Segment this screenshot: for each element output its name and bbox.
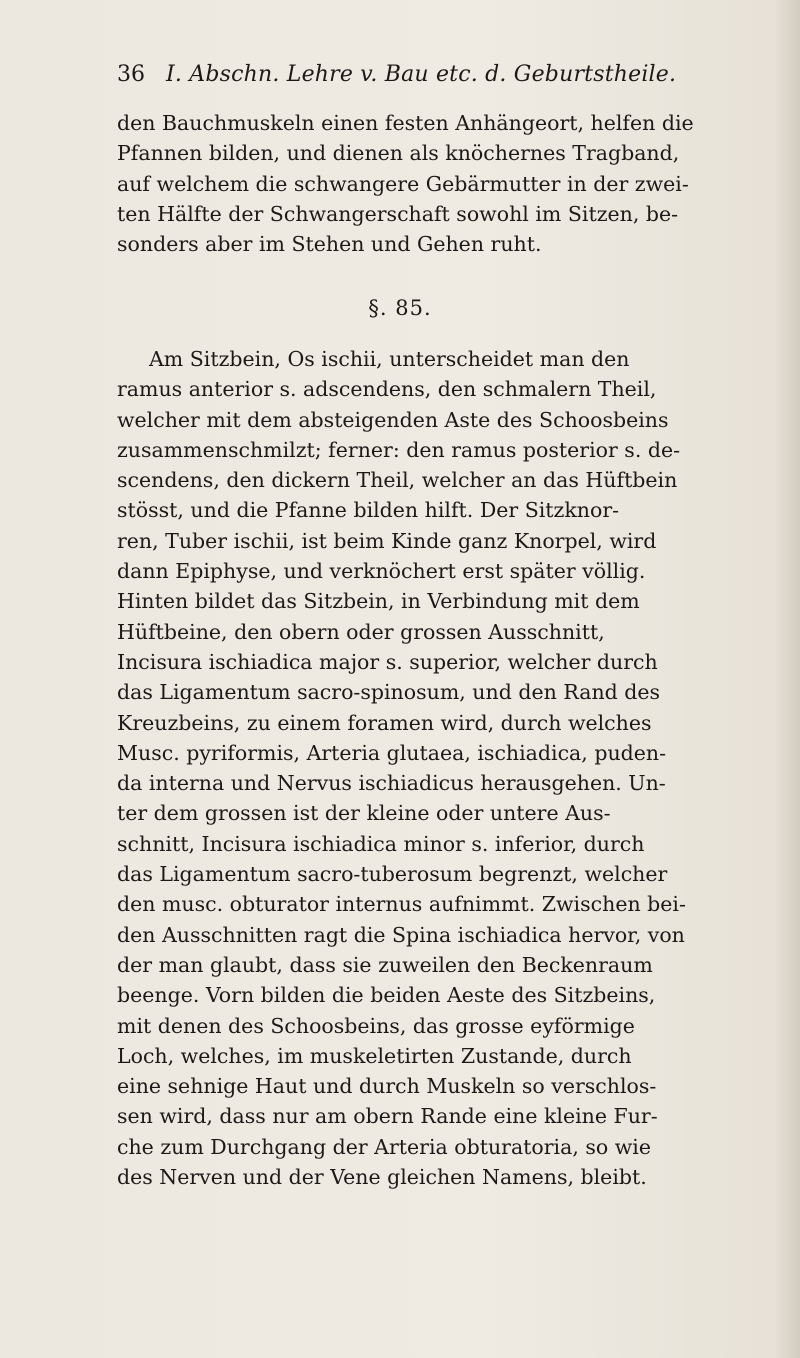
text-line: Hüftbeine, den obern oder grossen Ausschnitt,	[117, 619, 605, 644]
text-line: den Bauchmuskeln einen festen Anhängeort, helfen die	[117, 111, 694, 135]
text-line: eine sehnige Haut und durch Muskeln so verschlos-	[117, 1074, 657, 1099]
text-line: das Ligamentum sacro-tuberosum begrenzt, welcher	[117, 862, 668, 887]
text-line: da interna und Nervus ischiadicus herausgehen. Un-	[117, 771, 666, 796]
text-line: che zum Durchgang der Arteria obturatoria, so wie	[117, 1134, 651, 1159]
text-line: Incisura ischiadica major s. superior, welcher durch	[117, 649, 658, 674]
text-line: welcher mit dem absteigenden Aste des Schoosbeins	[117, 407, 669, 432]
text-line: Am Sitzbein, Os ischii, unterscheidet man den	[149, 347, 630, 371]
text-line: sen wird, dass nur am obern Rande eine kleine Fur-	[117, 1104, 658, 1129]
text-line: ramus anterior s. adscendens, den schmalern Theil,	[117, 377, 657, 402]
text-line: stösst, und die Pfanne bilden hilft. Der Sitzknor-	[117, 498, 620, 523]
section-heading: §. 85.	[368, 296, 432, 320]
text-line: ter dem grossen ist der kleine oder untere Aus-	[117, 801, 611, 826]
text-line: Musc. pyriformis, Arteria glutaea, ischiadica, puden-	[117, 740, 667, 765]
text-line: den musc. obturator internus aufnimmt. Zwischen bei-	[117, 892, 686, 917]
running-title: I. Abschn. Lehre v. Bau etc. d. Geburtstheile.	[166, 62, 677, 87]
text-line: des Nerven und der Vene gleichen Namens, bleibt.	[117, 1165, 647, 1190]
text-line: schnitt, Incisura ischiadica minor s. inferior, durch	[117, 831, 645, 856]
text-line: Pfannen bilden, und dienen als knöchernes Tragband,	[117, 141, 680, 166]
text-line: Loch, welches, im muskeletirten Zustande, durch	[117, 1043, 632, 1068]
text-line: mit denen des Schoosbeins, das grosse eyförmige	[117, 1013, 635, 1038]
text-line: scendens, den dickern Theil, welcher an das Hüftbein	[117, 468, 678, 493]
text-line: der man glaubt, dass sie zuweilen den Beckenraum	[117, 952, 653, 977]
text-line: auf welchem die schwangere Gebärmutter in der zwei-	[117, 171, 689, 196]
text-line: dann Epiphyse, und verknöchert erst später völlig.	[117, 559, 646, 584]
text-line: das Ligamentum sacro-spinosum, und den Rand des	[117, 680, 661, 705]
paragraph-2	[117, 344, 757, 1192]
text-line: ten Hälfte der Schwangerschaft sowohl im Sitzen, be-	[117, 201, 679, 226]
text-line: Kreuzbeins, zu einem foramen wird, durch welches	[117, 710, 652, 735]
text-line: ren, Tuber ischii, ist beim Kinde ganz Knorpel, wird	[117, 528, 657, 553]
text-line: Hinten bildet das Sitzbein, in Verbindung mit dem	[117, 589, 640, 614]
text-line: sonders aber im Stehen und Gehen ruht.	[117, 232, 542, 257]
text-line: zusammenschmilzt; ferner: den ramus posterior s. de-	[117, 437, 681, 462]
page-number: 36	[117, 62, 145, 87]
paragraph-1	[117, 108, 757, 259]
text-line: beenge. Vorn bilden die beiden Aeste des Sitzbeins,	[117, 983, 656, 1008]
text-line: den Ausschnitten ragt die Spina ischiadica hervor, von	[117, 922, 685, 947]
running-header	[117, 62, 737, 87]
page-edge-shadow	[774, 0, 800, 1358]
